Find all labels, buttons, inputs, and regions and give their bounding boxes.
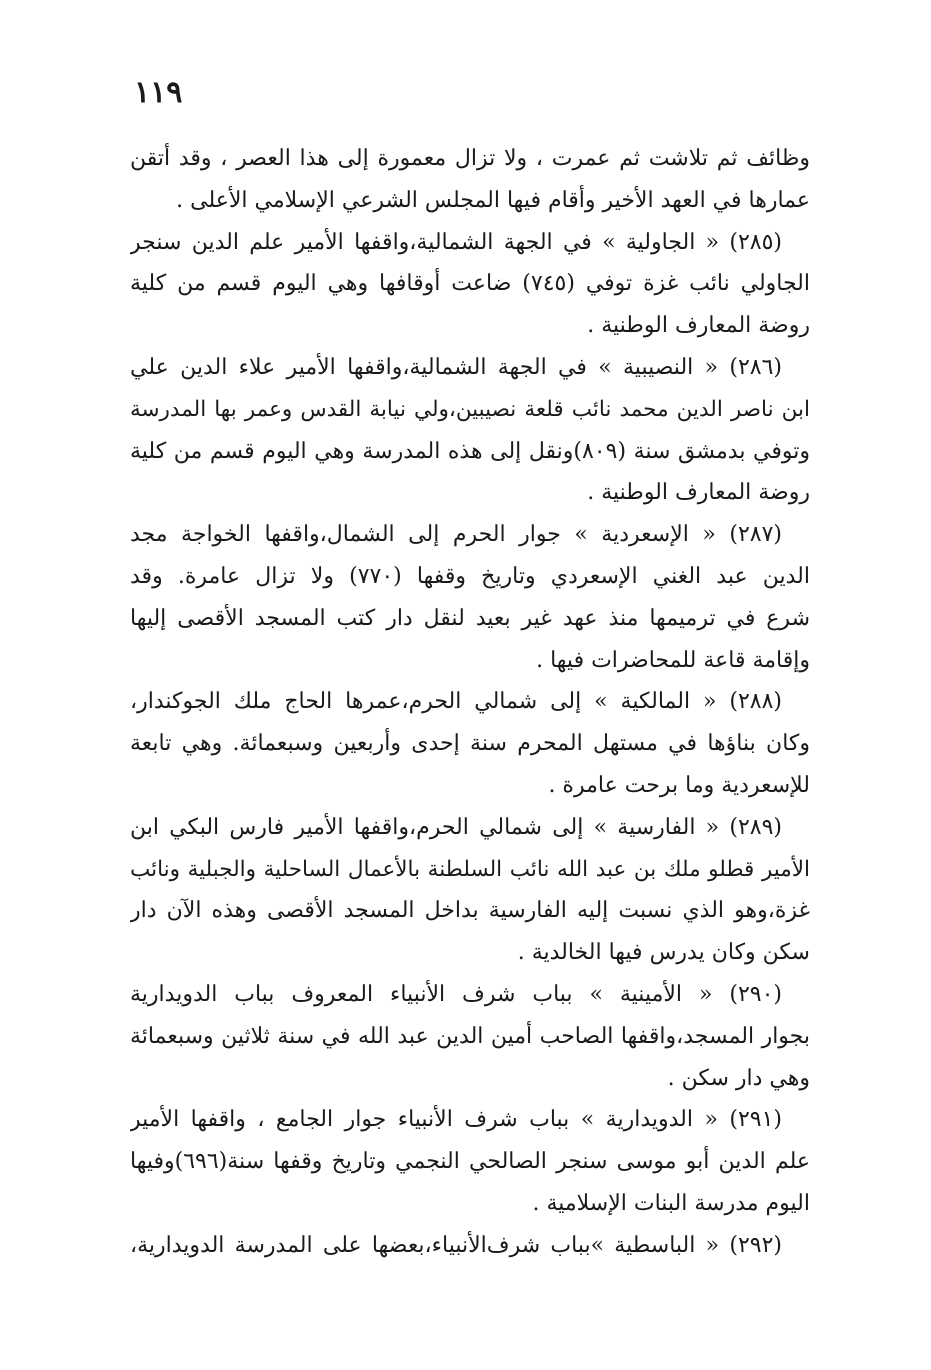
text-line: الأمير قطلو ملك بن عبد الله نائب السلطنة بالأعمال الساحلية والجبلية ونائب xyxy=(130,856,810,882)
text-line: للإسعردية وما برحت عامرة . xyxy=(548,772,810,798)
text-line: سكن وكان يدرس فيها الخالدية . xyxy=(517,940,810,966)
entry-first-line: (٢٨٨) « المالكية » إلى شمالي الحرم،عمرها الحاج ملك الجوكندار، xyxy=(130,689,782,715)
entry-first-line: (٢٨٩) « الفارسية » إلى شمالي الحرم،واقفها الأمير فارس البكي ابن xyxy=(130,814,782,840)
text-line: غزة،وهو الذي نسبت إليه الفارسية بداخل المسجد الأقصى وهذه الآن دار xyxy=(130,898,810,924)
text-line: روضة المعارف الوطنية . xyxy=(587,313,810,339)
page-number: ١١٩ xyxy=(134,75,183,110)
text-line: وظائف ثم تلاشت ثم عمرت ، ولا تزال معمورة إلى هذا العصر ، وقد أتقن xyxy=(130,146,810,171)
text-line: الجاولي نائب غزة توفي (٧٤٥) ضاعت أوقافها وهي اليوم قسم من كلية xyxy=(130,271,810,297)
text-line: الدين عبد الغني الإسعردي وتاريخ وقفها (٧٧٠) ولا تزال عامرة. وقد xyxy=(130,563,810,589)
text-line: وكان بناؤها في مستهل المحرم سنة إحدى وأربعين وسبعمائة. وهي تابعة xyxy=(130,731,810,757)
text-line: بجوار المسجد،واقفها الصاحب أمين الدين عبد الله في سنة ثلاثين وسبعمائة xyxy=(130,1023,810,1049)
entry-first-line: (٢٨٦) « النصيبية » في الجهة الشمالية،واقفها الأمير علاء الدين علي xyxy=(130,354,782,380)
text-line: ابن ناصر الدين محمد نائب قلعة نصيبين،ولي نيابة القدس وعمر بها المدرسة xyxy=(130,396,810,422)
text-body xyxy=(130,138,810,1267)
entry-first-line: (٢٩٢) « الباسطية »بباب شرف‌الأنبياء،بعضها على المدرسة الدويدارية، xyxy=(130,1232,782,1258)
text-line: وإقامة قاعة للمحاضرات فيها . xyxy=(536,647,810,673)
entry-first-line: (٢٨٧) « الإسعردية » جوار الحرم إلى الشمال،واقفها الخواجة مجد xyxy=(130,522,782,548)
text-line: علم الدين أبو موسى سنجر الصالحي النجمي وتاريخ وقفها سنة(٦٩٦)وفيها xyxy=(130,1149,810,1175)
text-line: شرع في ترميمها منذ عهد غير بعيد لنقل دار كتب المسجد الأقصى إليها xyxy=(130,605,810,631)
text-line: روضة المعارف الوطنية . xyxy=(587,480,810,506)
text-line: اليوم مدرسة البنات الإسلامية . xyxy=(532,1190,810,1216)
text-line: وتوفي بدمشق سنة (٨٠٩)ونقل إلى هذه المدرسة وهي اليوم قسم من كلية xyxy=(130,438,810,464)
entry-first-line: (٢٩٠) « الأمينية » بباب شرف الأنبياء المعروف بباب الدويدارية xyxy=(130,981,782,1007)
text-line: وهي دار سكن . xyxy=(667,1065,810,1091)
entry-first-line: (٢٩١) « الدويدارية » بباب شرف الأنبياء جوار الجامع ، واقفها الأمير xyxy=(130,1107,782,1133)
text-line: عمارها في العهد الأخير وأقام فيها المجلس الشرعي الإسلامي الأعلى . xyxy=(176,187,810,213)
entry-first-line: (٢٨٥) « الجاولية » في الجهة الشمالية،واقفها الأمير علم الدين سنجر xyxy=(130,229,782,255)
